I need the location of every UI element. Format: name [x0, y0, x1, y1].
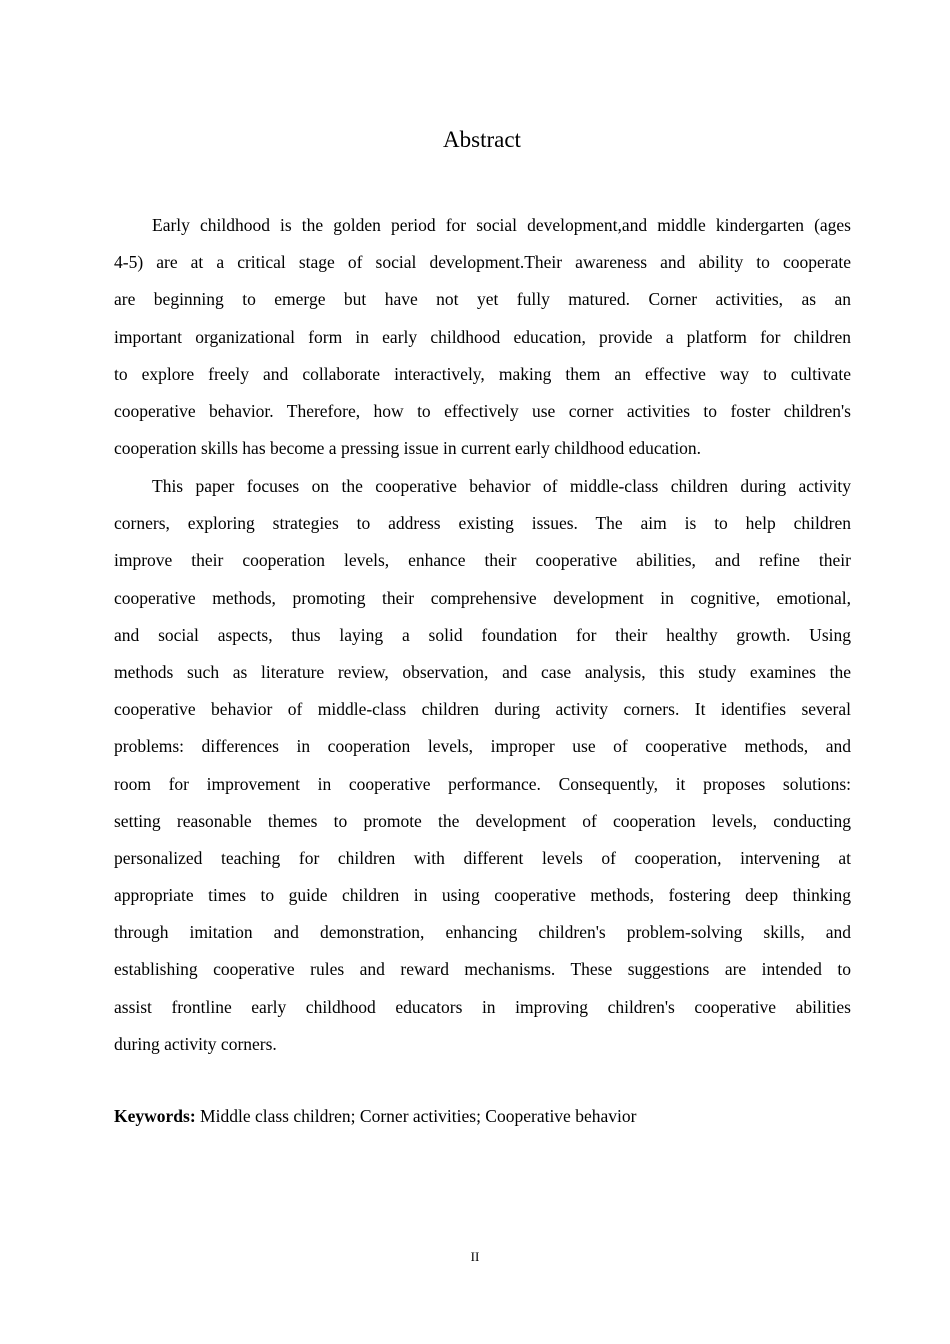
text-line: to explore freely and collaborate interactively, making them an effective way to cultivate [114, 363, 851, 384]
abstract-title: Abstract [443, 127, 521, 152]
abstract-paragraph-1 [114, 213, 851, 473]
text-line: establishing cooperative rules and reward mechanisms. These suggestions are intended to [114, 959, 851, 980]
text-line: methods such as literature review, observation, and case analysis, this study examines the [114, 661, 851, 682]
text-line: assist frontline early childhood educators in improving children's cooperative abilities [114, 996, 851, 1017]
text-line: 4-5) are at a critical stage of social development.Their awareness and ability to cooperate [114, 252, 851, 273]
abstract-paragraph-2 [114, 474, 851, 1069]
text-line: corners, exploring strategies to address existing issues. The aim is to help children [114, 513, 851, 534]
text-line: This paper focuses on the cooperative behavior of middle-class children during activity [152, 476, 851, 496]
text-line: during activity corners. [114, 1033, 277, 1054]
text-line: setting reasonable themes to promote the development of cooperation levels, conducting [114, 810, 851, 831]
keywords-value: Middle class children; Corner activities; Cooperative behavior [195, 1106, 637, 1126]
text-line: cooperative behavior. Therefore, how to effectively use corner activities to foster children's [114, 400, 851, 421]
text-line: cooperative behavior of middle-class children during activity corners. It identifies several [114, 699, 851, 720]
text-line: cooperation skills has become a pressing issue in current early childhood education. [114, 438, 702, 459]
text-line: are beginning to emerge but have not yet fully matured. Corner activities, as an [114, 289, 851, 310]
text-line: improve their cooperation levels, enhance their cooperative abilities, and refine their [114, 550, 851, 571]
text-line: personalized teaching for children with different levels of cooperation, intervening at [114, 847, 851, 868]
text-line: appropriate times to guide children in using cooperative methods, fostering deep thinking [114, 885, 851, 906]
text-line: problems: differences in cooperation levels, improper use of cooperative methods, and [114, 736, 851, 757]
text-line: and social aspects, thus laying a solid foundation for their healthy growth. Using [114, 624, 851, 645]
text-line: important organizational form in early childhood education, provide a platform for children [114, 326, 851, 347]
page-number: II [470, 1249, 480, 1264]
keywords-label: Keywords: [114, 1106, 196, 1126]
text-line: through imitation and demonstration, enhancing children's problem-solving skills, and [114, 922, 851, 943]
text-line: Early childhood is the golden period for social development,and middle kindergarten (ages [152, 215, 851, 235]
text-line: room for improvement in cooperative performance. Consequently, it proposes solutions: [114, 773, 851, 794]
text-line: cooperative methods, promoting their comprehensive development in cognitive, emotional, [114, 587, 851, 608]
keywords-line [114, 1104, 636, 1128]
